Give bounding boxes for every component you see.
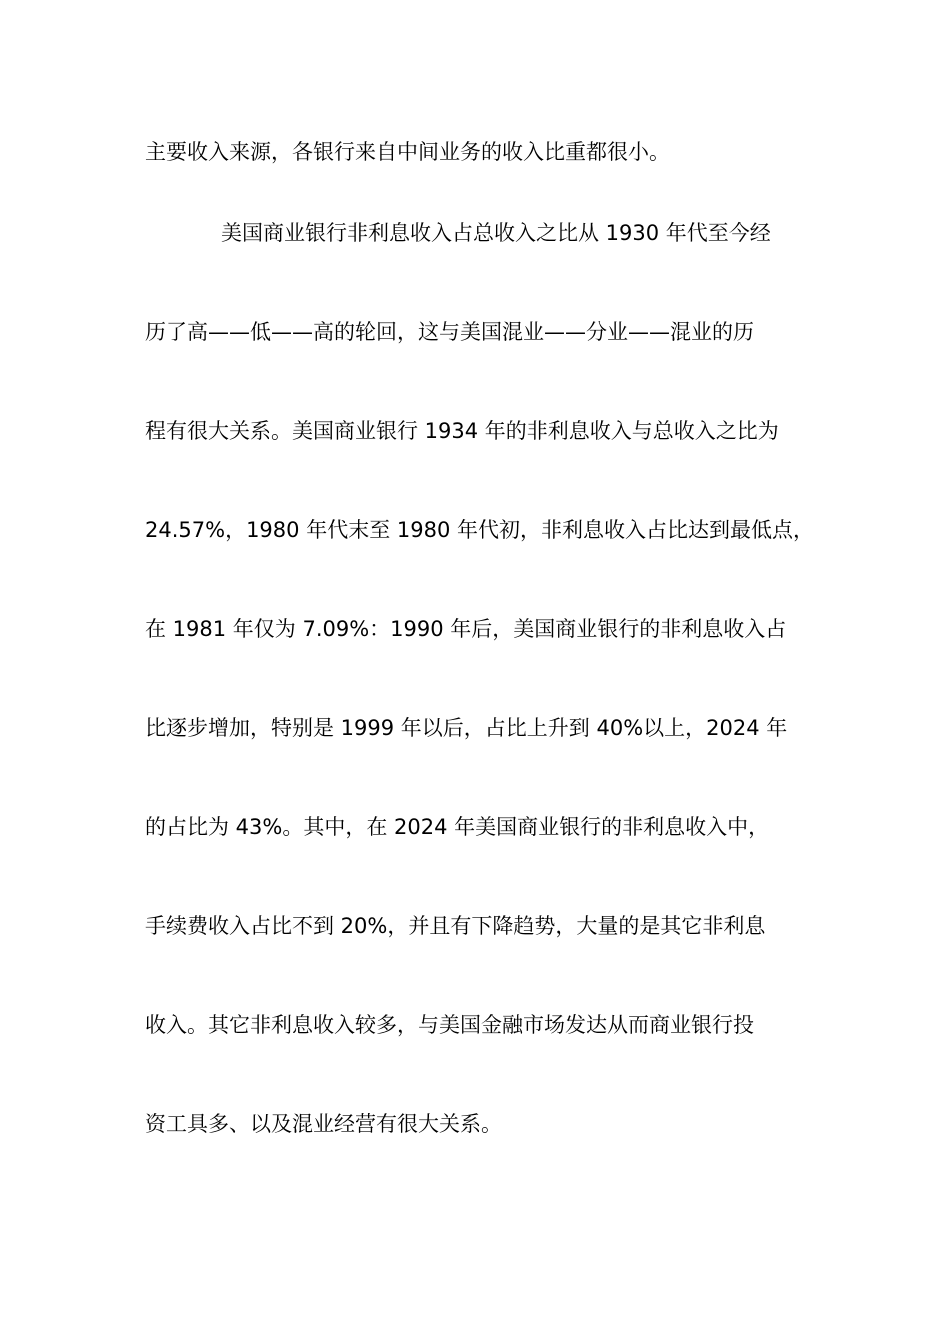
paragraph-line: 主要收入来源，各银行来自中间业务的收入比重都很小。: [145, 140, 670, 164]
paragraph-first-line: 美国商业银行非利息收入占总收入之比从 1930 年代至今经: [221, 221, 771, 245]
paragraph-line: 在 1981 年仅为 7.09%：1990 年后，美国商业银行的非利息收入占: [145, 617, 787, 641]
paragraph-line: 程有很大关系。美国商业银行 1934 年的非利息收入与总收入之比为: [145, 419, 779, 443]
paragraph-line: 比逐步增加，特别是 1999 年以后，占比上升到 40%以上，2024 年: [145, 716, 788, 740]
paragraph-last-line: 资工具多、以及混业经营有很大关系。: [145, 1112, 502, 1136]
paragraph-line: 24.57%，1980 年代末至 1980 年代初，非利息收入占比达到最低点，: [145, 518, 814, 542]
paragraph-line: 收入。其它非利息收入较多，与美国金融市场发达从而商业银行投: [145, 1013, 754, 1037]
paragraph-line: 的占比为 43%。其中，在 2024 年美国商业银行的非利息收入中，: [145, 815, 770, 839]
paragraph-line: 历了高——低——高的轮回，这与美国混业——分业——混业的历: [145, 320, 754, 344]
paragraph-line: 手续费收入占比不到 20%，并且有下降趋势，大量的是其它非利息: [145, 914, 766, 938]
